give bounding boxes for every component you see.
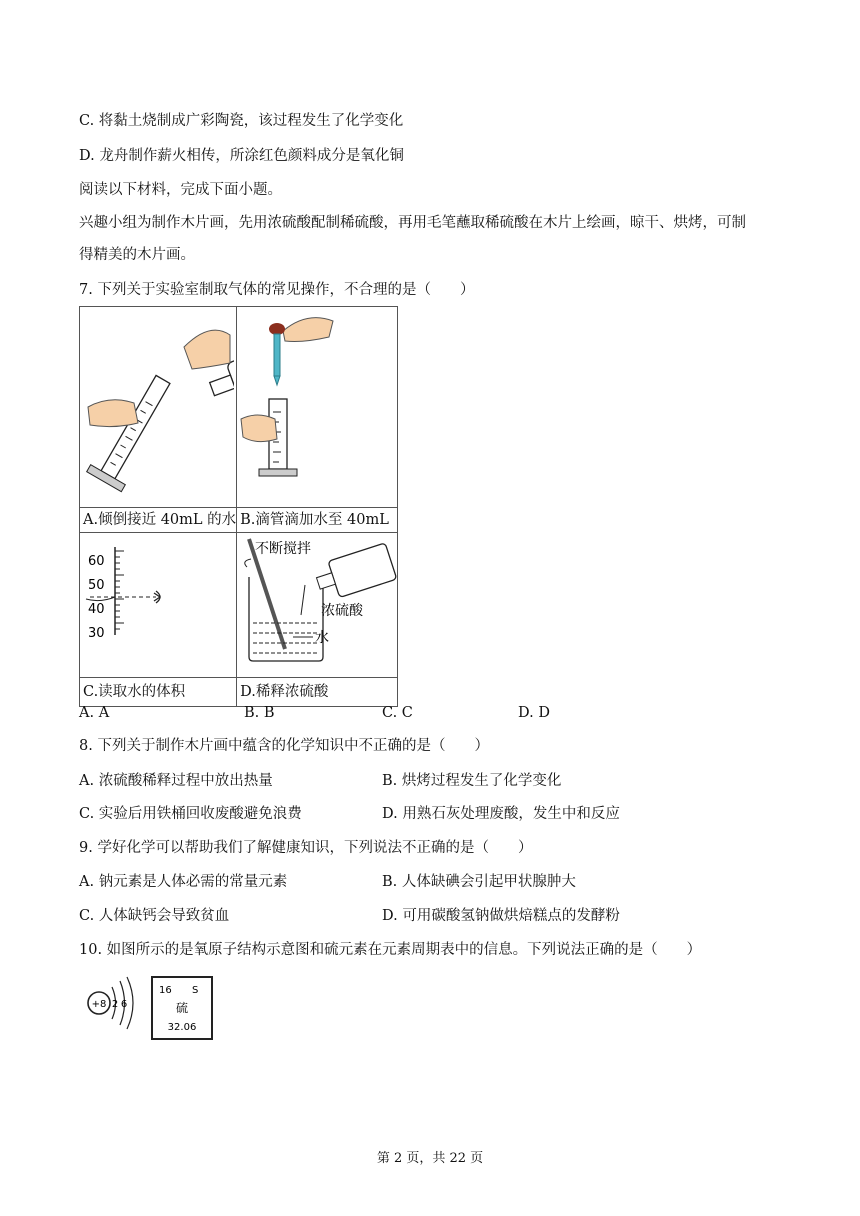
- reading-passage-line2: 得精美的木片画。: [79, 247, 195, 263]
- figure-d-cell: [237, 533, 398, 678]
- q7-figure-table: [79, 306, 398, 707]
- q6-option-c: C. 将黏土烧制成广彩陶瓷，该过程发生了化学变化: [79, 113, 404, 129]
- q7-stem: 7. 下列关于实验室制取气体的常见操作，不合理的是（ ）: [79, 282, 475, 298]
- q8-option-a: A. 浓硫酸稀释过程中放出热量: [79, 773, 273, 789]
- atomic-mass: 32.06: [167, 1022, 197, 1033]
- scale-label: 40: [88, 602, 105, 617]
- pouring-water-illustration: [80, 307, 234, 503]
- caption-a: A.倾倒接近 40mL 的水: [80, 508, 237, 533]
- scale-label: 30: [88, 626, 105, 641]
- nucleus-charge: +8: [91, 999, 107, 1010]
- reading-passage-line1: 兴趣小组为制作木片画，先用浓硫酸配制稀硫酸，再用毛笔蘸取稀硫酸在木片上绘画，晾干、烘烤，可制: [79, 215, 746, 231]
- q10-stem: 10. 如图所示的是氧原子结构示意图和硫元素在元素周期表中的信息。下列说法正确的是（ ）: [79, 942, 702, 958]
- element-name: 硫: [175, 1001, 189, 1015]
- dropper-illustration: [237, 307, 397, 503]
- figure-a-cell: [80, 307, 237, 508]
- q8-option-b: B. 烘烤过程发生了化学变化: [382, 773, 562, 789]
- element-symbol: S: [192, 985, 199, 996]
- q7-option-d: D. D: [518, 705, 550, 721]
- figure-c-cell: [80, 533, 237, 678]
- shell2-electrons: 6: [120, 999, 128, 1010]
- q10-figure: [79, 972, 229, 1044]
- q9-option-a: A. 钠元素是人体必需的常量元素: [79, 874, 288, 890]
- q9-option-c: C. 人体缺钙会导致贫血: [79, 908, 230, 924]
- figure-b-cell: [237, 307, 398, 508]
- q7-option-a: A. A: [79, 705, 110, 721]
- atomic-number: 16: [159, 985, 172, 996]
- reading-volume-illustration: [80, 533, 234, 673]
- q8-stem: 8. 下列关于制作木片画中蕴含的化学知识中不正确的是（ ）: [79, 738, 489, 754]
- q7-option-c: C. C: [382, 705, 413, 721]
- scale-label: 60: [88, 554, 105, 569]
- caption-d: D.稀释浓硫酸: [237, 678, 398, 707]
- stir-label: 不断搅拌: [255, 541, 312, 557]
- page-footer: 第 2 页，共 22 页: [376, 1151, 484, 1166]
- water-label: 水: [315, 630, 330, 646]
- q6-option-d: D. 龙舟制作薪火相传，所涂红色颜料成分是氧化铜: [79, 148, 404, 164]
- acid-label: 浓硫酸: [321, 603, 364, 619]
- q8-option-c: C. 实验后用铁桶回收废酸避免浪费: [79, 806, 302, 822]
- caption-b: B.滴管滴加水至 40mL: [237, 508, 398, 533]
- diluting-acid-illustration: [237, 533, 397, 673]
- reading-instruction: 阅读以下材料，完成下面小题。: [79, 182, 282, 198]
- caption-c: C.读取水的体积: [80, 678, 237, 707]
- q7-option-b: B. B: [244, 705, 275, 721]
- q8-option-d: D. 用熟石灰处理废酸，发生中和反应: [382, 806, 620, 822]
- q9-option-d: D. 可用碳酸氢钠做烘焙糕点的发酵粉: [382, 908, 620, 924]
- q9-stem: 9. 学好化学可以帮助我们了解健康知识，下列说法不正确的是（ ）: [79, 840, 533, 856]
- shell1-electrons: 2: [111, 999, 119, 1010]
- q9-option-b: B. 人体缺碘会引起甲状腺肿大: [382, 874, 576, 890]
- rotate-arrow-icon: [245, 559, 251, 567]
- oxygen-atom-diagram: [88, 977, 133, 1029]
- scale-label: 50: [88, 578, 105, 593]
- sulfur-element-card: [152, 977, 212, 1039]
